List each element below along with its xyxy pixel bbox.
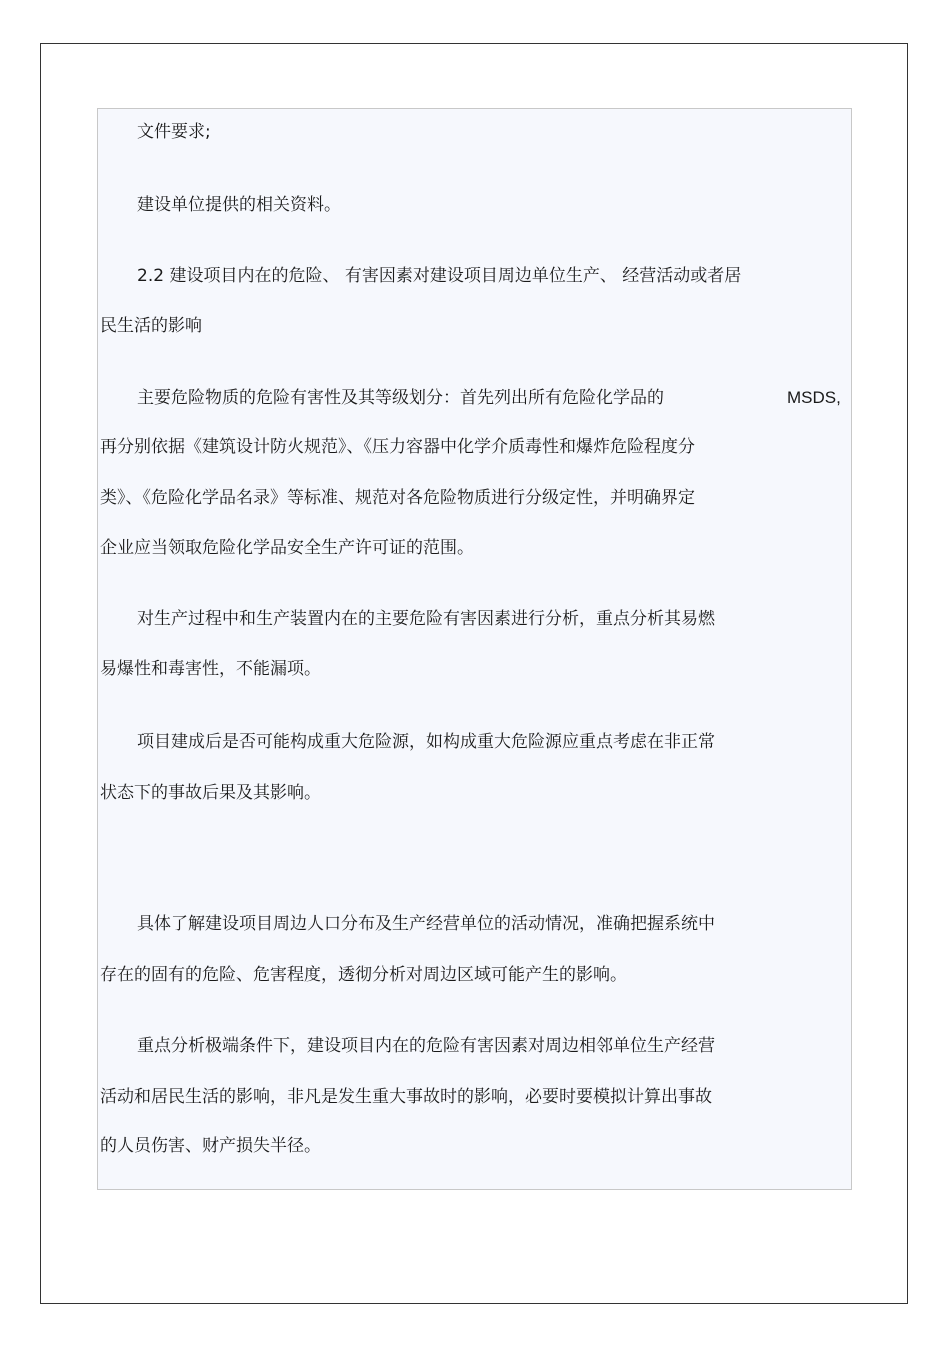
section-heading-line: 民生活的影响: [100, 316, 202, 336]
text-line: 存在的固有的危险、危害程度，透彻分析对周边区域可能产生的影响。: [100, 965, 627, 985]
text-line: 文件要求;: [137, 122, 211, 142]
text-line: 易爆性和毒害性，不能漏项。: [100, 659, 321, 679]
text-line: 类》、《危险化学品名录》等标准、规范对各危险物质进行分级定性，并明确界定: [100, 488, 695, 508]
text-line: 状态下的事故后果及其影响。: [100, 783, 321, 803]
text-line: 重点分析极端条件下，建设项目内在的危险有害因素对周边相邻单位生产经营: [137, 1036, 715, 1056]
text-line: 再分别依据《建筑设计防火规范》、《压力容器中化学介质毒性和爆炸危险程度分: [100, 437, 695, 457]
text-line: 项目建成后是否可能构成重大危险源，如构成重大危险源应重点考虑在非正常: [137, 732, 715, 752]
section-heading-line: 2.2 建设项目内在的危险、 有害因素对建设项目周边单位生产、 经营活动或者居: [137, 266, 742, 286]
text-line: 活动和居民生活的影响，非凡是发生重大事故时的影响，必要时要模拟计算出事故: [100, 1087, 712, 1107]
text-line: 建设单位提供的相关资料。: [137, 195, 341, 215]
msds-label: MSDS,: [787, 388, 841, 407]
text-line: 企业应当领取危险化学品安全生产许可证的范围。: [100, 538, 474, 558]
text-line: 的人员伤害、财产损失半径。: [100, 1136, 321, 1156]
text-line: 具体了解建设项目周边人口分布及生产经营单位的活动情况，准确把握系统中: [137, 914, 715, 934]
text-line: 对生产过程中和生产装置内在的主要危险有害因素进行分析，重点分析其易燃: [137, 609, 715, 629]
text-line: 主要危险物质的危险有害性及其等级划分：首先列出所有危险化学品的: [137, 388, 664, 408]
